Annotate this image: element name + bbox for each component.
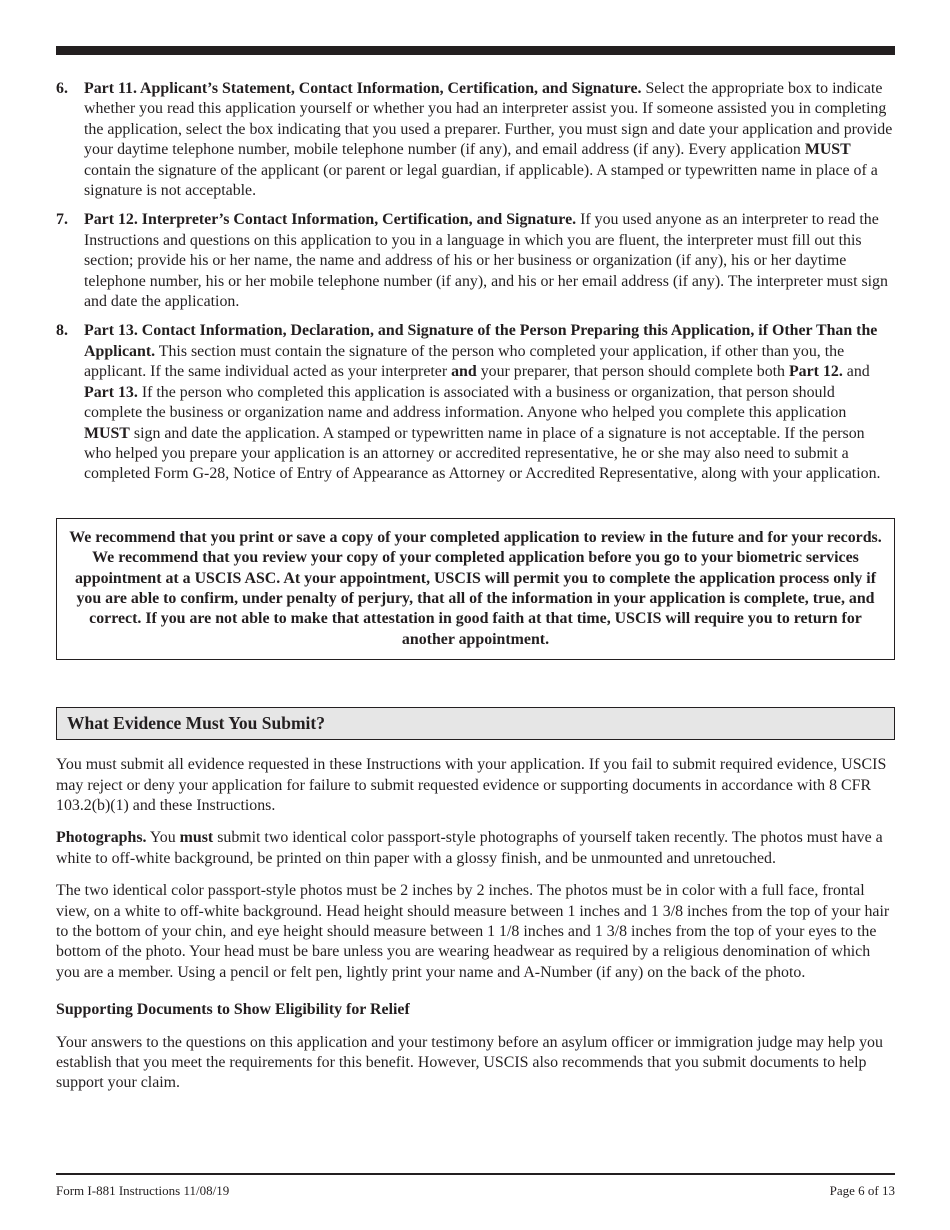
page-content (56, 79, 895, 1094)
list-item-part-12 (56, 210, 895, 312)
item-emphasis: Part 12. (788, 363, 843, 381)
item-body (84, 321, 895, 484)
item-heading: Part 12. Interpreter’s Contact Information, Certification, and Signature. (84, 211, 577, 229)
item-body (84, 210, 895, 312)
item-emphasis: and (451, 363, 477, 381)
photographs-paragraph (56, 828, 895, 869)
footer-form-id: Form I-881 Instructions 11/08/19 (56, 1183, 230, 1198)
footer-rule (56, 1173, 895, 1175)
section-heading-evidence: What Evidence Must You Submit? (56, 707, 895, 740)
supporting-documents-heading: Supporting Documents to Show Eligibility for Relief (56, 1001, 410, 1019)
item-text: Select the appropriate box to indicate whether you read this application yourself or whether you had an interpreter assist you. If someone assisted you in completing the application, select the box indicating that you used a preparer. Further, you must sign and date your application and provide your daytime telephone number, mobile telephone number (if any), and email address (if any). Every application (84, 80, 893, 159)
item-heading: Part 11. Applicant’s Statement, Contact Information, Certification, and Signature. (84, 80, 642, 97)
recommendation-notice-box: We recommend that you print or save a copy of your completed application to review in the future and for your records. We recommend that you review your copy of your completed application before you go to your biometric services appointment at a USCIS ASC. At your appointment, USCIS will permit you to complete the application process only if you are able to confirm, under penalty of perjury, that all of the information in your application is complete, true, and correct. If you are not able to make that attestation in good faith at that time, USCIS will require you to return for another appointment. (56, 518, 895, 660)
evidence-intro-paragraph: You must submit all evidence requested in these Instructions with your application. If you fail to submit required evidence, USCIS may reject or deny your application for failure to submit requested evidence or supporting documents in accordance with 8 CFR 103.2(b)(1) and these Instructions. (56, 756, 887, 814)
item-number: 7. (56, 211, 68, 229)
item-heading: Part 13. Contact Information, Declaration, and Signature of the Person Preparing this Application, if Other Than the Applicant. (84, 322, 878, 360)
paragraph-text: You (146, 829, 180, 847)
item-number: 8. (56, 322, 68, 340)
footer-page-number: Page 6 of 13 (829, 1183, 895, 1198)
item-text: sign and date the application. A stamped or typewritten name in place of a signature is not acceptable. If the person who helped you prepare your application is an attorney or accredited representative, he or she may also need to submit a completed Form G-28, Notice of Entry of Appearance as Attorney or Accredited Representative, along with your application. (84, 424, 881, 483)
paragraph-text: submit two identical color passport-style photographs of yourself taken recently. The photos must have a white to off-white background, be printed on thin paper with a glossy finish, and be unmounted and unretouched. (56, 829, 883, 867)
item-text: If the person who completed this application is associated with a business or organization, that person should complete the business or organization name and address information. Anyone who helped you complete this application (84, 383, 847, 422)
list-item-part-13 (56, 321, 895, 484)
item-emphasis: MUST (84, 424, 130, 442)
item-emphasis: MUST (804, 141, 851, 159)
paragraph-emphasis: must (179, 829, 214, 847)
photographs-label: Photographs. (56, 829, 147, 847)
item-text: and (842, 363, 870, 381)
top-rule (56, 46, 895, 55)
list-item-part-11 (56, 79, 895, 201)
item-text: your preparer, that person should complete both (476, 363, 789, 381)
item-number: 6. (56, 80, 68, 97)
item-text: If you used anyone as an interpreter to read the Instructions and questions on this application to you in a language in which you are fluent, the interpreter must fill out this section; provide his or her name, the name and address of his or her business or organization (if any), his or her daytime telephone number, his or her mobile telephone number (if any), and his or her email address (if any). The interpreter must sign and date the application. (84, 211, 888, 311)
supporting-documents-paragraph: Your answers to the questions on this application and your testimony before an asylum officer or immigration judge may help you establish that you meet the requirements for this benefit. However, USCIS also recommends that you submit documents to help support your claim. (56, 1033, 883, 1092)
photo-specifications-paragraph: The two identical color passport-style photos must be 2 inches by 2 inches. The photos must be in color with a full face, frontal view, on a white to off-white background. Head height should measure between 1 inches and 1 3/8 inches from the top of your hair to the bottom of your chin, and eye height should measure between 1 1/8 inches and 1 3/8 inches from the top of your eyes to the bottom of the photo. Your head must be bare unless you are wearing headwear as required by a religious denomination of which you are a member. Using a pencil or felt pen, lightly print your name and A-Number (if any) on the back of the photo. (56, 882, 890, 981)
item-text: contain the signature of the applicant (or parent or legal guardian, if applicable). A stamped or typewritten name in place of a signature is not acceptable. (84, 161, 878, 200)
item-emphasis: Part 13. (84, 383, 138, 401)
item-text: This section must contain the signature of the person who completed your application, if other than you, the applicant. If the same individual acted as your interpreter (84, 342, 845, 381)
item-body (84, 79, 895, 201)
